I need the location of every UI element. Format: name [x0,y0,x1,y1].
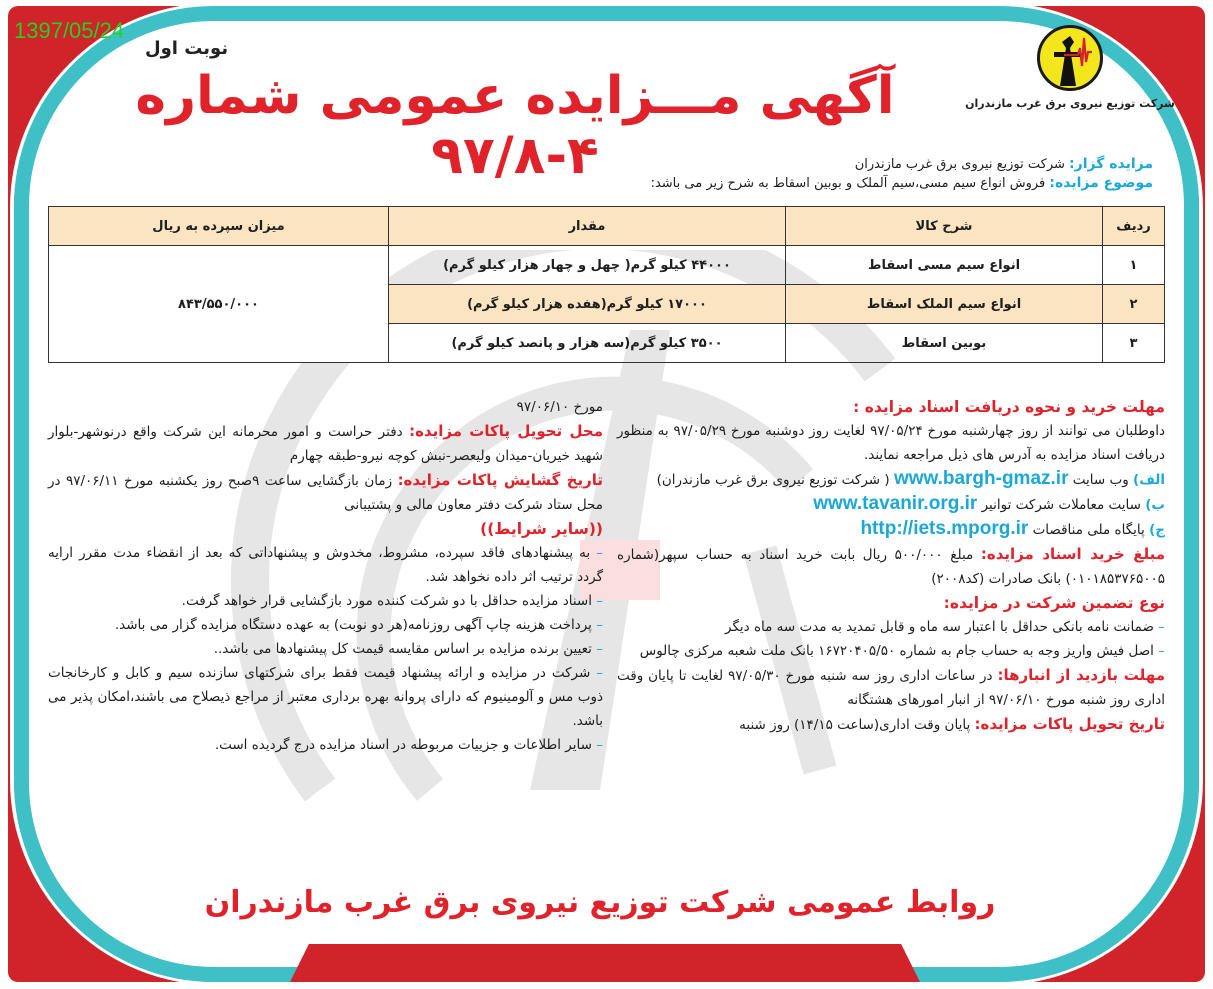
visit-text: در ساعات اداری روز سه شنبه مورخ ۹۷/۰۵/۳۰ لغایت تا پایان وقت اداری روز شنبه مورخ ۹۷/۰۶/۱۰ از انبار امورهای هشتگانه [617,668,1165,708]
deadline-heading: مهلت خرید و نحوه دریافت اسناد مزایده : [853,398,1165,416]
condition-item [48,541,603,589]
condition-text: سایر اطلاعات و جزییات مربوطه در اسناد مزایده درج گردیده است. [214,737,592,753]
dash-bullet: – [591,641,603,657]
condition-text: اسناد مزایده حداقل با دو شرکت کننده مورد بازگشایی قرار خواهد گرفت. [181,593,592,609]
dash-bullet: – [591,737,603,753]
delivery-place-text: دفتر حراست و امور محرمانه این شرکت واقع درنوشهر-بلوار شهید خیریان-میدان ولیعصر-نبش کوچه نیرو-طبقه چهارم [48,424,603,464]
footer-red-bar [290,944,920,982]
site-c-line [617,517,1165,542]
condition-text: شرکت در مزایده و ارائه پیشنهاد قیمت فقط برای شرکتهای سازنده سیم و کابل و کارخانجات ذوب مس و آلومینیوم که دارای پروانه بهره برداری معتبر از مراجع ذیصلاح می باشند،امکان پذیر می باشد. [48,665,603,729]
condition-item [48,661,603,733]
site-c-label: ج) [1149,522,1165,538]
table-row [49,246,1165,285]
subject-label: موضوع مزایده: [1049,175,1153,191]
other-conditions-heading: ((سایر شرایط)) [480,520,603,538]
header-description: شرح کالا [786,207,1103,246]
visit-heading: مهلت بازدید از انبارها: [997,666,1165,684]
price-heading: مبلغ خرید اسناد مزایده: [980,545,1165,563]
row-num: ۳ [1103,324,1165,363]
condition-item [48,733,603,757]
date-stamp: 1397/05/24 [14,18,125,43]
site-a-label: الف) [1133,472,1165,488]
guarantee-item-text: اصل فیش واریز وجه به حساب جام به شماره ۱۶۷۲۰۴۰۵/۵۰ بانک ملت شعبه مرکزی چالوس [639,643,1154,659]
delivery-place-line [48,419,603,468]
dash-bullet: – [590,545,604,561]
dash-bullet: – [1153,619,1165,635]
table-header-row [49,207,1165,246]
delivery-date-continued: مورخ ۹۷/۰۶/۱۰ [516,399,603,415]
opening-text: زمان بازگشایی ساعت ۹صبح روز یکشنبه مورخ ۹۷/۰۶/۱۱ در محل ستاد شرکت دفتر معاون مالی و پشتیبانی [48,473,603,513]
row-description: بوبین اسقاط [786,324,1103,363]
dash-bullet: – [590,665,603,681]
guarantee-item-text: ضمانت نامه بانکی حداقل با اعتبار سه ماه و قابل تمدید به مدت سه ماه دیگر [725,619,1154,635]
site-a-prefix: وب سایت [1072,472,1129,488]
deadline-text: داوطلبان می توانند از روز چهارشنبه مورخ ۹۷/۰۵/۲۴ لغایت روز دوشنبه مورخ ۹۷/۰۵/۲۹ به منظور دریافت اسناد مزایده به آدرس های ذیل مراجعه نمایند. [617,423,1166,463]
condition-item [48,589,603,613]
company-name: شرکت توزیع نیروی برق غرب مازندران [965,97,1175,110]
visit-line [617,663,1165,712]
delivery-date-heading: تاریخ تحویل پاکات مزایده: [974,715,1165,733]
guarantee-heading: نوع تضمین شرکت در مزایده: [943,594,1165,612]
auction-meta [53,155,1153,193]
site-a-line [617,467,1165,492]
right-column [617,395,1165,737]
guarantee-item [617,615,1165,639]
row-num: ۲ [1103,285,1165,324]
left-column [48,395,603,757]
row-quantity: ۱۷۰۰۰ کیلو گرم(هفده هزار کیلو گرم) [389,285,786,324]
price-line [617,542,1165,591]
site-b-line [617,492,1165,517]
deposit-amount: ۸۴۳/۵۵۰/۰۰۰ [49,246,389,363]
opening-line [48,468,603,517]
guarantee-item [617,639,1165,663]
site-a-link[interactable]: www.bargh-gmaz.ir [893,468,1069,489]
site-c-prefix: پایگاه ملی مناقصات [1032,522,1145,538]
delivery-place-heading: محل تحویل پاکات مزایده: [409,422,603,440]
footer-title: روابط عمومی شرکت توزیع نیروی برق غرب مازندران [204,885,996,920]
price-text: مبلغ ۵۰۰/۰۰۰ ریال بابت خرید اسناد به حساب سپهر(شماره ۰۱۰۱۸۵۳۷۶۵۰۰۵) بانک صادرات (کد۲۰۰۸) [617,547,1165,587]
condition-text: به پیشنهادهای فاقد سپرده، مشروط، مخدوش و پیشنهاداتی که بعد از انقضاء مدت مقرر ارایه گردد ترتیب اثر داده نخواهد شد. [48,545,603,585]
row-quantity: ۴۴۰۰۰ کیلو گرم( چهل و چهار هزار کیلو گرم) [389,246,786,285]
header-row-num: ردیف [1103,207,1165,246]
site-c-link[interactable]: http://iets.mporg.ir [860,518,1029,539]
condition-text: تعیین برنده مزایده بر اساس مقایسه قیمت کل پیشنهادها می باشد.. [213,641,592,657]
company-logo [950,25,1190,110]
condition-item [48,637,603,661]
site-b-link[interactable]: www.tavanir.org.ir [813,493,978,514]
items-table [48,206,1165,363]
dash-bullet: – [1153,643,1165,659]
condition-text: پرداخت هزینه چاپ آگهی روزنامه(هر دو نوبت) به عهده دستگاه مزایده گزار می باشد. [114,617,592,633]
header-quantity: مقدار [389,207,786,246]
condition-item [48,613,603,637]
subject-value: فروش انواع سیم مسی،سیم آلملک و بوبین اسقاط به شرح زیر می باشد: [650,176,1046,191]
power-tower-icon [1037,25,1103,91]
round-label: نوبت اول [145,38,229,59]
row-quantity: ۳۵۰۰ کیلو گرم(سه هزار و پانصد کیلو گرم) [389,324,786,363]
site-b-prefix: سایت معاملات شرکت توانیر [981,497,1141,513]
subject-line [53,174,1153,193]
delivery-date-text: پایان وقت اداری(ساعت ۱۴/۱۵) روز شنبه [739,717,971,733]
auctioneer-value: شرکت توزیع نیروی برق غرب مازندران [854,157,1065,172]
dash-bullet: – [591,617,603,633]
row-description: انواع سیم مسی اسقاط [786,246,1103,285]
opening-heading: تاریخ گشایش پاکات مزایده: [397,471,604,489]
delivery-date-line [617,712,1165,737]
row-num: ۱ [1103,246,1165,285]
page-title: آگهی مـــزایده عمومی شماره ۴-۹۷/۸ [135,66,895,186]
dash-bullet: – [591,593,603,609]
header-deposit: میزان سپرده به ریال [49,207,389,246]
site-a-suffix: ( شرکت توزیع نیروی برق غرب مازندران) [656,472,890,488]
auctioneer-line [53,155,1153,174]
site-b-label: ب) [1145,497,1165,513]
row-description: انواع سیم الملک اسقاط [786,285,1103,324]
auctioneer-label: مزایده گزار: [1069,156,1153,172]
